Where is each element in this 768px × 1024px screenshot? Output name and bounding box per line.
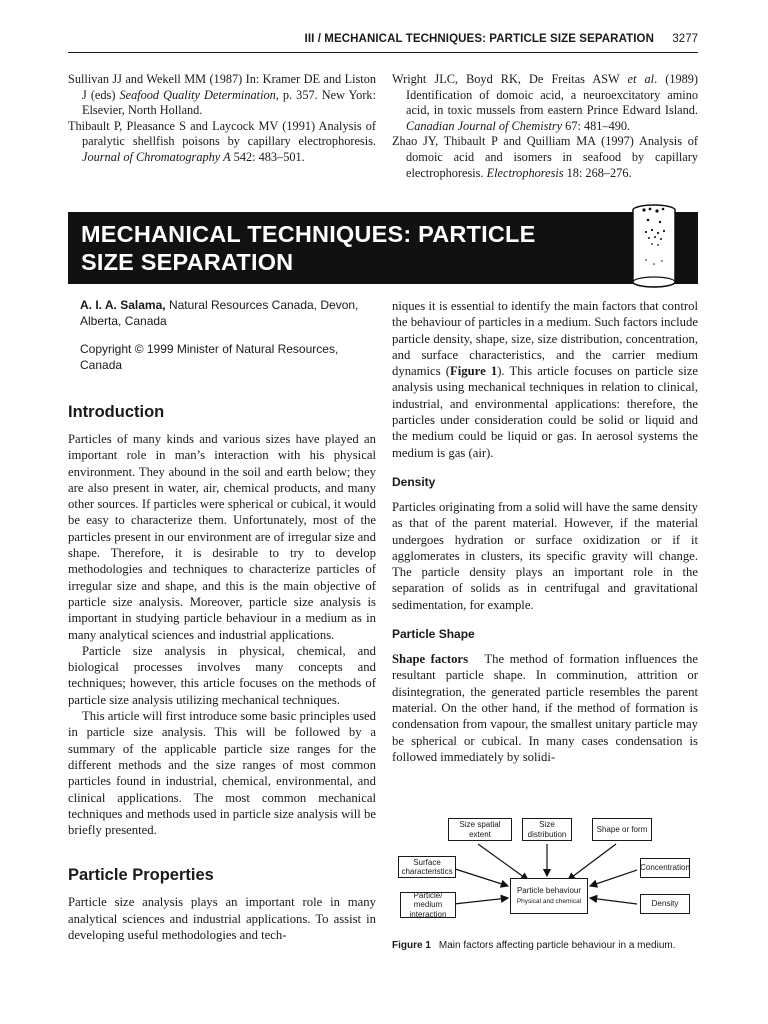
body-paragraph: Particles originating from a solid will have the same density as that of the parent material. However, if the material undergoes hydration or surface oxidization or if it agglomerates in clusters, its specific gravity will change. The particle density plays an important role in the separation of solids as in centrifugal and gravitational sedimentation, for example. (392, 499, 698, 612)
figure-caption-label: Figure 1 (392, 940, 431, 951)
body-paragraph: Particles of many kinds and various sizes have played an important role in man’s interaction with his physical environment. They abound in the soil and earth below; they are also present in water, air, chemical products, and many other sources. If particles were spherical or cubical, it would be easy to characterize them. Unfortunately, most of the particles present in our environment are of irregular size and shape. Therefore, it is desirable to try to develop methodologies and techniques to characterize particles of irregular size and shape, and this is the main objective of particle size analysis. Moreover, particle size analysis is important in studying particle behaviour in a medium as in many analytical sciences and industrial applications. (68, 432, 376, 642)
subsection-heading-density: Density (392, 474, 436, 489)
article-title-banner (68, 212, 698, 284)
figure-box-particle-medium-interaction: Particle/ medium interaction (400, 892, 456, 918)
body-paragraph: niques it is essential to identify the main factors that control the behaviour of particles in a medium. Such factors include particle density, shape, size, size distribution, concentration, and surface characteristics, and the carrier medium dynamics (Figure 1). This article focuses on particle size analysis using mechanical techniques in relation to clinical, industrial, and environmental applications: therefore, the particles under consideration could be solid or liquid and the medium could be liquid or gas. In aerosol systems the medium is gas (air). (392, 299, 698, 460)
figure-box-particle-behaviour: Particle behaviour Physical and chemical (510, 878, 588, 914)
run-in-heading: Shape factors (392, 652, 469, 667)
body-paragraph: Particle size analysis plays an important role in many analytical sciences and industrial applications. To assist in developing useful methodologies and tech- (68, 895, 376, 943)
author-line (80, 298, 376, 329)
references-left-column (68, 72, 376, 166)
reference-entry: Sullivan JJ and Wekell MM (1987) In: Kramer DE and Liston J (eds) Seafood Quality Determination, p. 357. New York: Elsevier, North Holland. (68, 72, 376, 118)
figure-box-density: Density (640, 894, 690, 914)
body-paragraph: Shape factors The method of formation influences the resultant particle shape. In comminution, attrition or disintegration, the generated particle resembles the parent material. On the other hand, if the method of formation is condensation from vapour, the smallest unitary particle may be spherical or cubical. In many cases condensation is followed immediately by solidi- (392, 652, 698, 764)
figure-box-shape-form: Shape or form (592, 818, 652, 841)
running-header (68, 33, 698, 49)
figure-1-diagram (392, 812, 698, 958)
body-paragraph: Particle size analysis in physical, chemical, and biological processes involves many concepts and techniques; however, this article focuses on the methods of particle size analysis utilizing mechanical techniques. (68, 643, 376, 707)
left-column (68, 298, 376, 943)
reference-entry: Wright JLC, Boyd RK, De Freitas ASW et al. (1989) Identification of domoic acid, a neuroexcitatory amino acid, in toxic mussels from eastern Prince Edward Island. Canadian Journal of Chemistry 67: 481–490. (392, 72, 699, 133)
author-name: A. I. A. Salama, (80, 298, 166, 312)
author-affiliation: Natural Resources Canada, Devon, Alberta, Canada (80, 298, 359, 328)
reference-entry: Thibault P, Pleasance S and Laycock MV (1991) Analysis of paralytic shellfish poisons by capillary electrophoresis. Journal of Chromatography A 542: 483–501. (68, 118, 376, 164)
references-right-column (392, 72, 698, 181)
copyright-notice: Copyright © 1999 Minister of Natural Resources, Canada (80, 342, 339, 372)
figure-1-caption (392, 940, 702, 952)
figure-box-surface-characteristics: Surface characteristics (398, 856, 456, 878)
running-header-title: III / MECHANICAL TECHNIQUES: PARTICLE SIZE SEPARATION (304, 33, 654, 45)
figure-reference: Figure 1 (450, 364, 498, 379)
figure-box-size-spatial-extent: Size spatial extent (448, 818, 512, 841)
settling-cylinder-icon (628, 200, 680, 292)
right-column (392, 298, 698, 765)
header-rule (68, 52, 698, 53)
figure-box-concentration: Concentration (640, 858, 690, 878)
figure-box-size-distribution: Size distribution (522, 818, 572, 841)
section-heading-introduction: Introduction (68, 403, 165, 421)
page-number: 3277 (672, 33, 698, 45)
figure-caption-text: Main factors affecting particle behaviour in a medium. (438, 940, 676, 951)
body-paragraph: This article will first introduce some basic principles used in particle size analysis. This will be followed by a summary of the applicable particle size ranges for the different methods and the size ranges of most common particles found in industrial, chemical, environmental, and clinical applications. The most common mechanical techniques and methods used in particle size analysis will be briefly presented. (68, 709, 376, 838)
section-heading-particle-properties: Particle Properties (68, 866, 214, 885)
article-title: MECHANICAL TECHNIQUES: PARTICLE SIZE SEPARATION (81, 221, 536, 275)
reference-entry: Zhao JY, Thibault P and Quilliam MA (1997) Analysis of domoic acid and isomers in seafood by capillary electrophoresis. Electrophoresis 18: 268–276. (392, 134, 698, 180)
subsection-heading-particle-shape: Particle Shape (392, 627, 475, 642)
